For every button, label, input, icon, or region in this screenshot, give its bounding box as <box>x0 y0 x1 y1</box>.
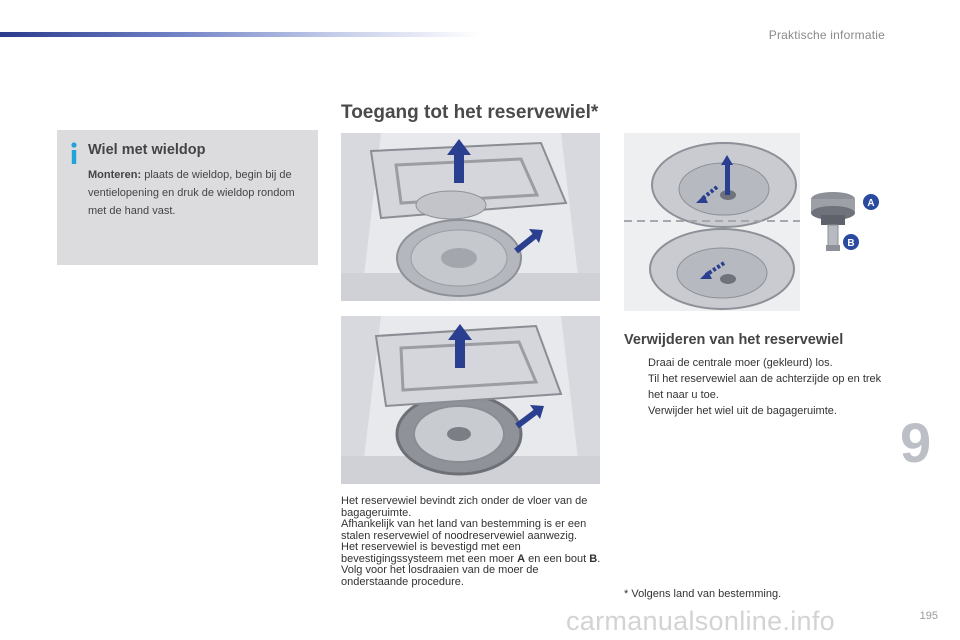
info-box-text <box>88 166 308 220</box>
page-title: Toegang tot het reservewiel* <box>341 102 599 123</box>
callout-b <box>843 234 859 250</box>
info-icon <box>69 142 79 164</box>
removal-section-title: Verwijderen van het reservewiel <box>624 332 844 348</box>
svg-text:A: A <box>867 198 875 209</box>
spare-wheel-detail <box>624 133 800 311</box>
info-box-bold: Monteren: <box>88 169 142 181</box>
footnote: * Volgens land van bestemming. <box>624 588 782 600</box>
chapter-number: 9 <box>900 411 932 474</box>
list-item: Verwijder het wiel uit de bagageruimte. <box>648 405 837 417</box>
info-box <box>57 130 318 265</box>
list-item: Til het reservewiel aan de achterzijde op en trek het naar u toe. <box>648 373 882 401</box>
info-box-body: plaats de wieldop, begin bij de ventielopening en druk de wieldop rondom met de hand vast. <box>88 169 295 217</box>
body-text <box>341 496 603 588</box>
body-paragraph-1: Het reservewiel bevindt zich onder de vloer van de bagageruimte. <box>341 495 588 519</box>
trunk-illustration-2 <box>341 316 600 484</box>
watermark: carmanualsonline.info <box>566 606 835 636</box>
body-paragraph-2: Afhankelijk van het land van bestemming is er een stalen reservewiel of noodreservewiel aanwezig. <box>341 518 587 542</box>
nut-bolt-illustration <box>803 185 883 265</box>
top-decor-bar <box>0 32 480 37</box>
trunk-illustration-1 <box>341 133 600 301</box>
removal-steps <box>624 355 884 419</box>
page-number: 195 <box>919 610 938 622</box>
info-box-title: Wiel met wieldop <box>88 142 206 158</box>
body-paragraph-3: Het reservewiel is bevestigd met een bevestigingssysteem met een moer A en een bout B. Volg voor het losdraaien van de moer de onderstaande procedure. <box>341 541 601 588</box>
list-item: Draai de centrale moer (gekleurd) los. <box>648 357 833 369</box>
section-header: Praktische informatie <box>768 28 885 42</box>
callout-a <box>863 194 879 210</box>
svg-text:B: B <box>847 238 855 249</box>
